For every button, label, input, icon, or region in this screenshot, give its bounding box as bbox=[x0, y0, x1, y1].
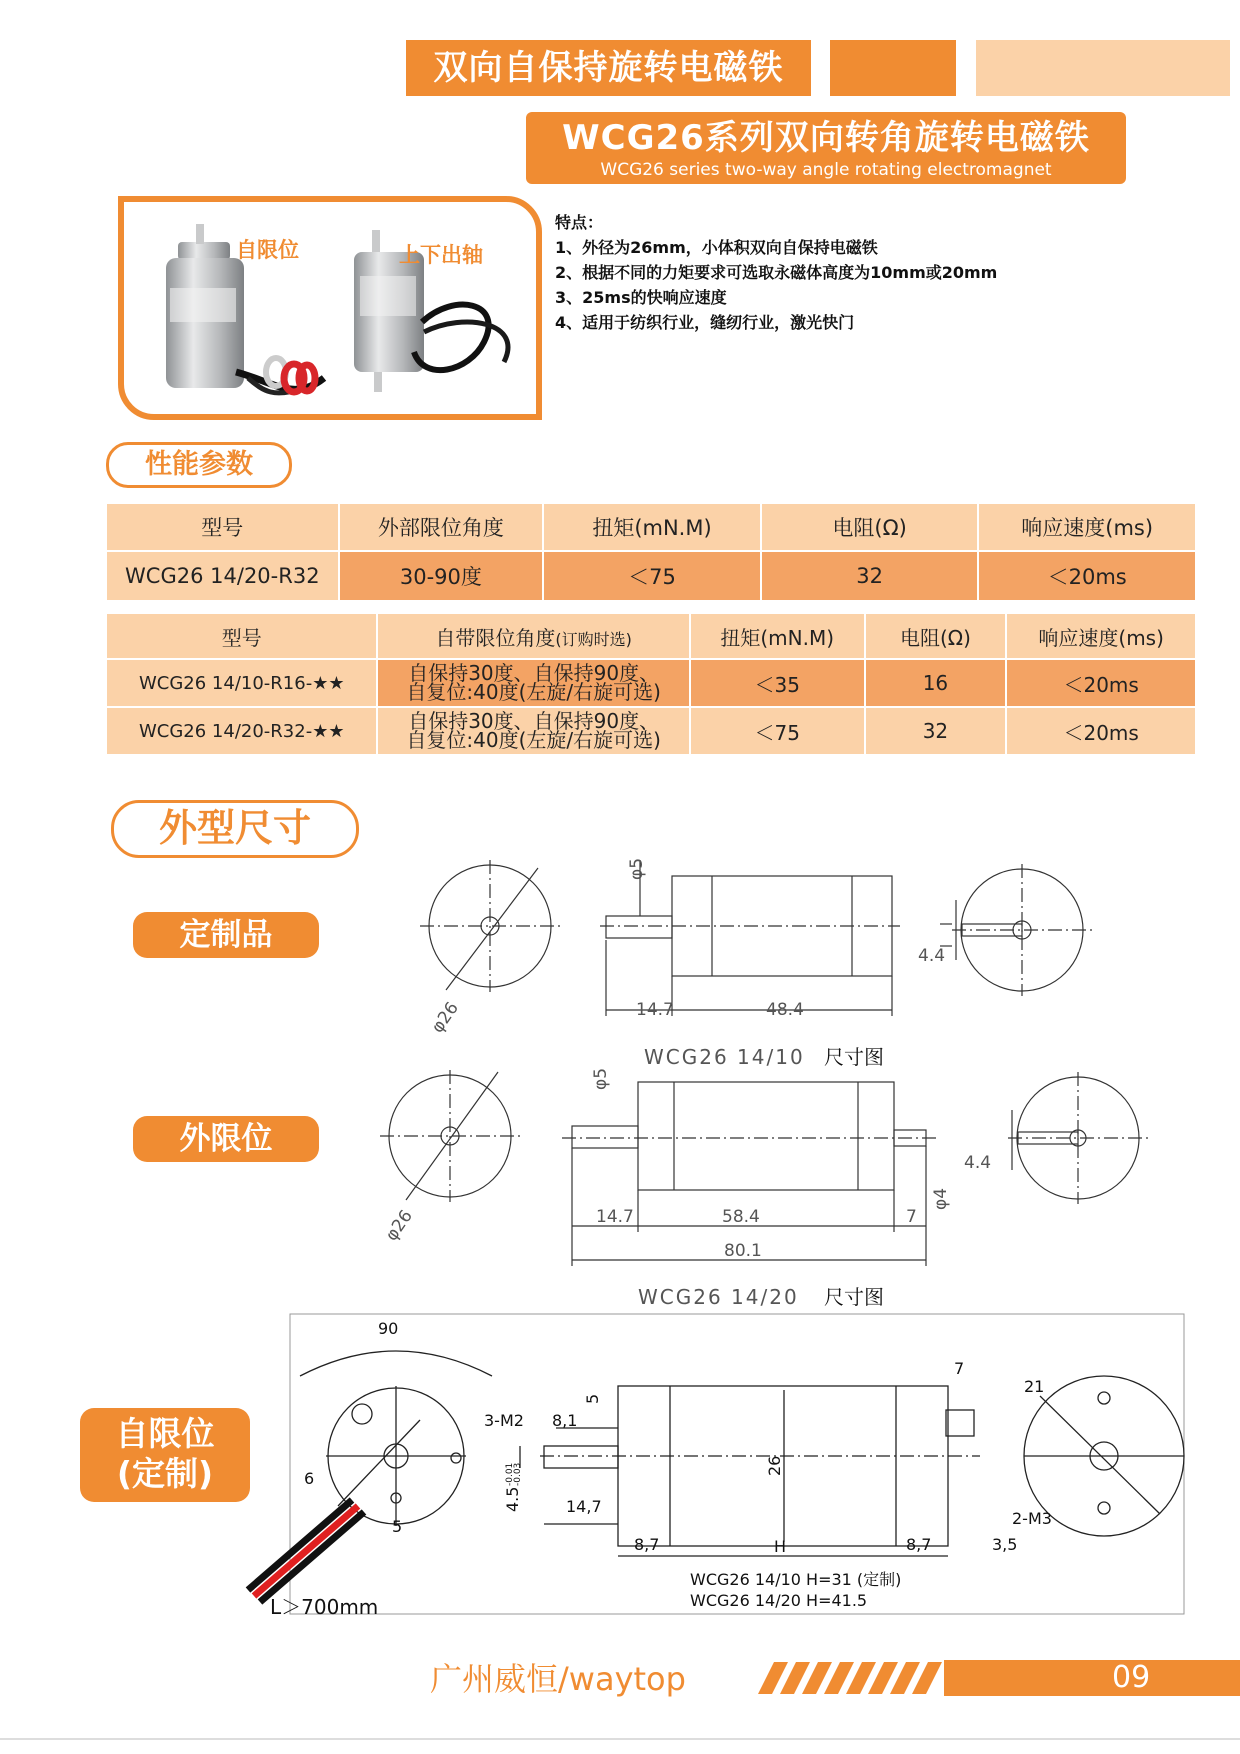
drawing-note: WCG26 14/20 H=41.5 bbox=[690, 1591, 868, 1610]
table-header-cell: 型号 bbox=[106, 613, 377, 659]
dim-label: 26 bbox=[765, 1455, 784, 1476]
dim-label: 8,7 bbox=[634, 1535, 660, 1554]
features-title: 特点： bbox=[555, 213, 604, 232]
table-cell: ＜35 bbox=[690, 659, 865, 707]
table-cell: ＜75 bbox=[543, 551, 761, 601]
dim-label: 14.7 bbox=[636, 1000, 674, 1020]
dim-label: 5 bbox=[392, 1517, 403, 1536]
series-title-en: WCG26 series two-way angle rotating electromagnet bbox=[600, 160, 1052, 180]
dim-label: φ5 bbox=[591, 1067, 611, 1090]
dim-label: 14.7 bbox=[596, 1207, 634, 1227]
table-cell: 30-90度 bbox=[339, 551, 544, 601]
photo-label-left: 自限位 bbox=[236, 238, 299, 262]
dim-label: 5 bbox=[583, 1393, 602, 1404]
dim-label: 8,7 bbox=[906, 1535, 932, 1554]
dim-label: 4.5 bbox=[503, 1486, 522, 1512]
table-header-cell: 外部限位角度 bbox=[339, 503, 544, 551]
table-header-note: (订购时选) bbox=[555, 629, 632, 649]
lead-wires bbox=[248, 1500, 364, 1602]
series-title-cn: WCG26系列双向转角旋转电磁铁 bbox=[562, 118, 1090, 158]
dim-label: 2-M3 bbox=[1012, 1509, 1052, 1528]
footer-page-box bbox=[944, 1660, 1240, 1696]
table-header-cell: 扭矩(mN.M) bbox=[690, 613, 865, 659]
dim-label: 4.4 bbox=[964, 1153, 992, 1173]
dim-label: φ4 bbox=[931, 1187, 951, 1210]
table-header-cell: 响应速度(ms) bbox=[978, 503, 1196, 551]
table-cell: WCG26 14/20-R32 bbox=[106, 551, 339, 601]
dim-label: 58.4 bbox=[722, 1207, 760, 1227]
drawing-1-labels bbox=[428, 858, 945, 1069]
section-dimensions: 外型尺寸 bbox=[111, 800, 359, 858]
dim-label: 6 bbox=[304, 1469, 315, 1488]
drawing-2-labels bbox=[382, 1068, 991, 1309]
page-number: 09 bbox=[1112, 1660, 1151, 1695]
table-cell: 16 bbox=[865, 659, 1007, 707]
table-header-text: 自带限位角度 bbox=[435, 625, 556, 650]
drawing-2 bbox=[380, 1067, 1148, 1266]
table-cell: 32 bbox=[865, 707, 1007, 755]
dim-label: -0.03 bbox=[513, 1462, 523, 1486]
photo-label-right: 上下出轴 bbox=[399, 243, 483, 267]
dim-label: 7 bbox=[906, 1207, 917, 1227]
dim-label: 3-M2 bbox=[484, 1411, 524, 1430]
dim-label: φ26 bbox=[427, 998, 463, 1037]
table-cell: ＜20ms bbox=[978, 551, 1196, 601]
dim-label: -0.01 bbox=[505, 1462, 515, 1486]
dim-label: H bbox=[774, 1537, 787, 1556]
footer-brand: 广州威恒/waytop bbox=[430, 1660, 686, 1698]
table-header-cell: 扭矩(mN.M) bbox=[543, 503, 761, 551]
dim-label: 48.4 bbox=[766, 1000, 804, 1020]
badge-self-limit-line1: 自限位 bbox=[115, 1414, 215, 1453]
drawing-3-frame bbox=[290, 1314, 1184, 1614]
badge-external: 外限位 bbox=[133, 1116, 319, 1162]
drawing-note: WCG26 14/10 H=31 (定制) bbox=[690, 1570, 902, 1589]
table-cell-line: 自保持30度、自保持90度、 bbox=[408, 709, 660, 733]
bottom-rule bbox=[0, 1738, 1240, 1740]
drawing-caption-model: WCG26 14/10 bbox=[644, 1045, 805, 1069]
dim-label: 90 bbox=[378, 1319, 399, 1338]
dim-label: 21 bbox=[1024, 1377, 1045, 1396]
feature-item-3: 3、25ms的快响应速度 bbox=[555, 288, 727, 307]
table-cell: ＜75 bbox=[690, 707, 865, 755]
table-cell: ＜20ms bbox=[1006, 707, 1196, 755]
drawing-caption-suffix: 尺寸图 bbox=[824, 1285, 884, 1309]
table-cell-line: 自保持30度、自保持90度、 bbox=[408, 661, 660, 685]
section-performance: 性能参数 bbox=[106, 442, 292, 488]
table-header-cell: 响应速度(ms) bbox=[1006, 613, 1196, 659]
dim-label: 3,5 bbox=[992, 1535, 1018, 1554]
table-cell: 32 bbox=[761, 551, 979, 601]
dim-label: φ26 bbox=[381, 1206, 417, 1245]
table-cell-line: 自复位:40度(左旋/右旋可选) bbox=[406, 680, 661, 704]
footer-stripes bbox=[748, 1660, 948, 1696]
drawing-3-labels bbox=[270, 1319, 1052, 1619]
page-title: 双向自保持旋转电磁铁 bbox=[406, 40, 811, 96]
badge-custom: 定制品 bbox=[133, 912, 319, 958]
feature-item-4: 4、适用于纺织行业，缝纫行业，激光快门 bbox=[555, 313, 855, 332]
dim-label: 14,7 bbox=[566, 1497, 602, 1516]
dim-label: φ5 bbox=[627, 857, 647, 880]
feature-item-2: 2、根据不同的力矩要求可选取永磁体高度为10mm或20mm bbox=[555, 263, 998, 282]
table-header-cell: 型号 bbox=[106, 503, 339, 551]
feature-item-1: 1、外径为26mm，小体积双向自保持电磁铁 bbox=[555, 238, 878, 257]
dim-label: 80.1 bbox=[724, 1241, 762, 1261]
dim-label: 8,1 bbox=[552, 1411, 578, 1430]
drawing-caption-model: WCG26 14/20 bbox=[638, 1285, 799, 1309]
lead-length-label: L＞700mm bbox=[270, 1595, 379, 1619]
table-header-cell: 电阻(Ω) bbox=[865, 613, 1007, 659]
table-cell: WCG26 14/10-R16-★★ bbox=[106, 659, 377, 707]
dim-label: 4.4 bbox=[918, 946, 946, 966]
table-header-cell: 电阻(Ω) bbox=[761, 503, 979, 551]
table-cell: WCG26 14/20-R32-★★ bbox=[106, 707, 377, 755]
table-cell: ＜20ms bbox=[1006, 659, 1196, 707]
dim-label: 7 bbox=[954, 1359, 965, 1378]
table-cell-line: 自复位:40度(左旋/右旋可选) bbox=[406, 728, 661, 752]
drawing-caption-suffix: 尺寸图 bbox=[824, 1045, 884, 1069]
badge-self-limit-line2: (定制) bbox=[116, 1454, 214, 1493]
drawing-1 bbox=[420, 857, 1092, 1016]
